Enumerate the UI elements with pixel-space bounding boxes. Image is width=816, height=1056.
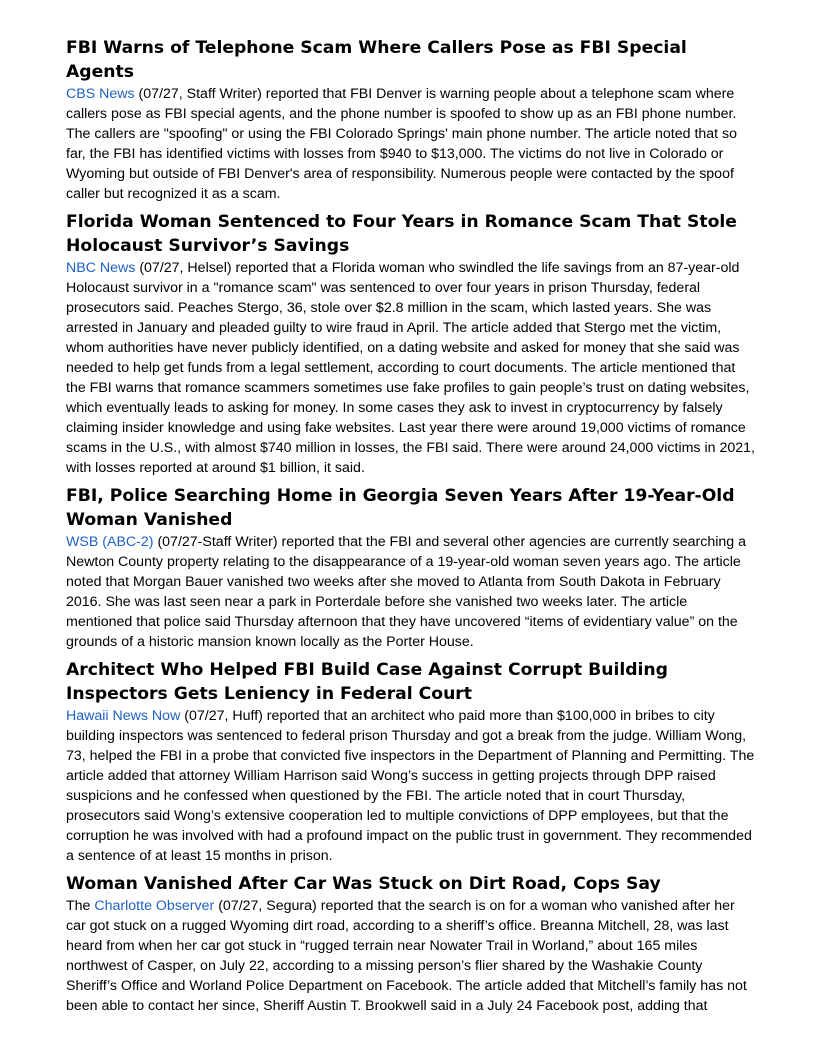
article-headline: Woman Vanished After Car Was Stuck on Dirt Road, Cops Say xyxy=(66,874,661,894)
source-link[interactable]: Hawaii News Now xyxy=(66,708,181,724)
article xyxy=(66,36,756,204)
source-link[interactable]: CBS News xyxy=(66,86,135,102)
article-text: (07/27-Staff Writer) reported that the FBI and several other agencies are currently searching a Newton County property relating to the disappearance of a 19-year-old woman seven years ago. The article noted that Morgan Bauer vanished two weeks after she moved to Atlanta from South Dakota in February 2016. She was last seen near a park in Porterdale before she vanished two weeks later. The article mentioned that police said Thursday afternoon that they have uncovered “items of evidentiary value” on the grounds of a historic mansion known locally as the Porter House. xyxy=(66,534,747,650)
source-link[interactable]: WSB (ABC-2) xyxy=(66,534,154,550)
article-text: (07/27, Helsel) reported that a Florida woman who swindled the life savings from an 87-year-old Holocaust survivor in a "romance scam" was sentenced to over four years in prison Thursday, federal prosecutors said. Peaches Stergo, 36, stole over $2.8 million in the scam, which lasted years. She was arrested in January and pleaded guilty to wire fraud in April. The article added that Stergo met the victim, whom authorities have never publicly identified, on a dating website and asked for money that she said was needed to help get funds from a legal settlement, according to court documents. The article mentioned that the FBI warns that romance scammers sometimes use fake profiles to gain people’s trust on dating websites, which eventually leads to asking for money. In some cases they ask to invest in cryptocurrency by falsely claiming insider knowledge and using fake websites. Last year there were around 19,000 victims of romance scams in the U.S., with almost $740 million in losses, the FBI said. There were around 24,000 victims in 2021, with losses reported at around $1 billion, it said. xyxy=(66,260,755,476)
article xyxy=(66,872,756,1016)
article-headline: FBI Warns of Telephone Scam Where Callers Pose as FBI Special Agents xyxy=(66,38,687,82)
article xyxy=(66,484,756,652)
article-body xyxy=(66,258,756,478)
article-text: (07/27, Huff) reported that an architect who paid more than $100,000 in bribes to city building inspectors was sentenced to federal prison Thursday and got a break from the judge. William Wong, 73, helped the FBI in a probe that convicted five inspectors in the Department of Planning and Permitting. The article added that attorney William Harrison said Wong’s success in getting projects through DPP raised suspicions and he confessed when questioned by the FBI. The article noted that in court Thursday, prosecutors said Wong’s extensive cooperation led to multiple convictions of DPP employees, but that the corruption he was involved with had a profound impact on the public trust in government. They recommended a sentence of at least 15 months in prison. xyxy=(66,708,755,864)
article xyxy=(66,210,756,478)
article-body xyxy=(66,706,756,866)
article-headline: Florida Woman Sentenced to Four Years in Romance Scam That Stole Holocaust Survivor’s Savings xyxy=(66,212,737,256)
article xyxy=(66,658,756,866)
article-headline: Architect Who Helped FBI Build Case Against Corrupt Building Inspectors Gets Leniency in Federal Court xyxy=(66,660,668,704)
article-body xyxy=(66,532,756,652)
article-prefix: The xyxy=(66,898,95,914)
article-body xyxy=(66,84,756,204)
source-link[interactable]: NBC News xyxy=(66,260,136,276)
article-text: (07/27, Staff Writer) reported that FBI Denver is warning people about a telephone scam where callers pose as FBI special agents, and the phone number is spoofed to show up as an FBI phone number. The callers are "spoofing" or using the FBI Colorado Springs' main phone number. The article noted that so far, the FBI has identified victims with losses from $940 to $13,000. The victims do not live in Colorado or Wyoming but outside of FBI Denver's area of responsibility. Numerous people were contacted by the spoof caller but recognized it as a scam. xyxy=(66,86,738,202)
source-link[interactable]: Charlotte Observer xyxy=(94,898,215,914)
article-headline: FBI, Police Searching Home in Georgia Seven Years After 19-Year-Old Woman Vanished xyxy=(66,486,735,530)
article-body xyxy=(66,896,756,1016)
article-text: (07/27, Segura) reported that the search is on for a woman who vanished after her car got stuck on a rugged Wyoming dirt road, according to a sheriff’s office. Breanna Mitchell, 28, was last heard from when her car got stuck in “rugged terrain near Nowater Trail in Worland,” about 165 miles northwest of Casper, on July 22, according to a missing person’s flier shared by the Washakie County Sheriff’s Office and Worland Police Department on Facebook. The article added that Mitchell’s family has not been able to contact her since, Sheriff Austin T. Brookwell said in a July 24 Facebook post, adding that xyxy=(66,898,747,1014)
